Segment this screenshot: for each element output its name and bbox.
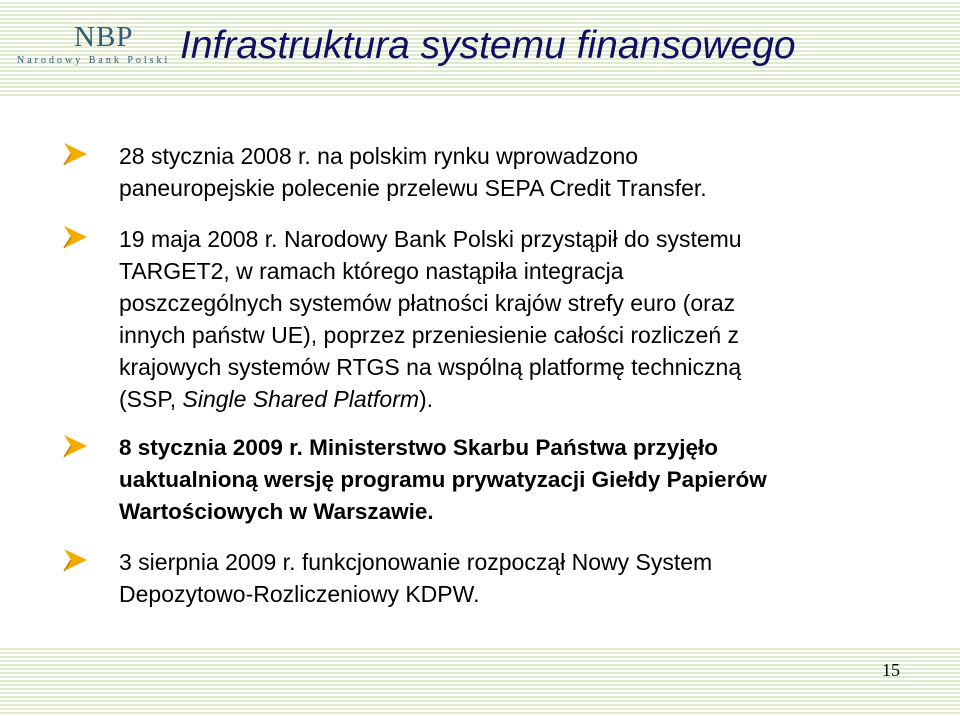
footer-band xyxy=(0,646,960,716)
nbp-logo xyxy=(14,20,189,76)
arrow-bullet-icon xyxy=(60,140,90,168)
text-line: 28 stycznia 2008 r. na polskim rynku wprowadzono xyxy=(119,143,639,169)
list-item-text xyxy=(119,432,898,528)
text-line: TARGET2, w ramach którego nastąpiła integracja xyxy=(119,258,624,284)
text-line: Wartościowych w Warszawie. xyxy=(119,499,434,524)
text-line: 19 maja 2008 r. Narodowy Bank Polski przystąpił do systemu xyxy=(119,226,742,252)
text-line: innych państw UE), poprzez przeniesienie całości rozliczeń z xyxy=(119,322,740,348)
text-line: poszczególnych systemów płatności krajów strefy euro (oraz xyxy=(119,290,736,316)
header-band xyxy=(0,0,960,96)
logo-text: NBP xyxy=(74,21,134,53)
text-line: paneuropejskie polecenie przelewu SEPA Credit Transfer. xyxy=(119,175,707,201)
page-title: Infrastruktura systemu finansowego xyxy=(180,24,796,67)
italic-term: Single Shared Platform xyxy=(182,386,420,412)
text-line: uaktualnioną wersję programu prywatyzacji Giełdy Papierów xyxy=(119,467,767,492)
text-segment: (SSP, xyxy=(119,386,183,412)
text-line: krajowych systemów RTGS na wspólną platformę techniczną xyxy=(119,354,742,380)
page-number: 15 xyxy=(882,660,900,680)
list-item-text xyxy=(119,223,898,415)
text-line: 8 stycznia 2009 r. Ministerstwo Skarbu Państwa przyjęło xyxy=(119,435,718,460)
arrow-bullet-icon xyxy=(60,223,90,251)
arrow-bullet-icon xyxy=(60,546,90,574)
list-item-text xyxy=(119,140,898,204)
arrow-bullet-icon xyxy=(60,432,90,460)
text-line: 3 sierpnia 2009 r. funkcjonowanie rozpoczął Nowy System xyxy=(119,549,713,575)
text-line xyxy=(119,383,898,415)
text-segment: ). xyxy=(419,386,434,412)
text-line: Depozytowo-Rozliczeniowy KDPW. xyxy=(119,581,480,607)
logo-subtitle: Narodowy Bank Polski xyxy=(17,55,171,66)
list-item-text xyxy=(119,546,898,610)
